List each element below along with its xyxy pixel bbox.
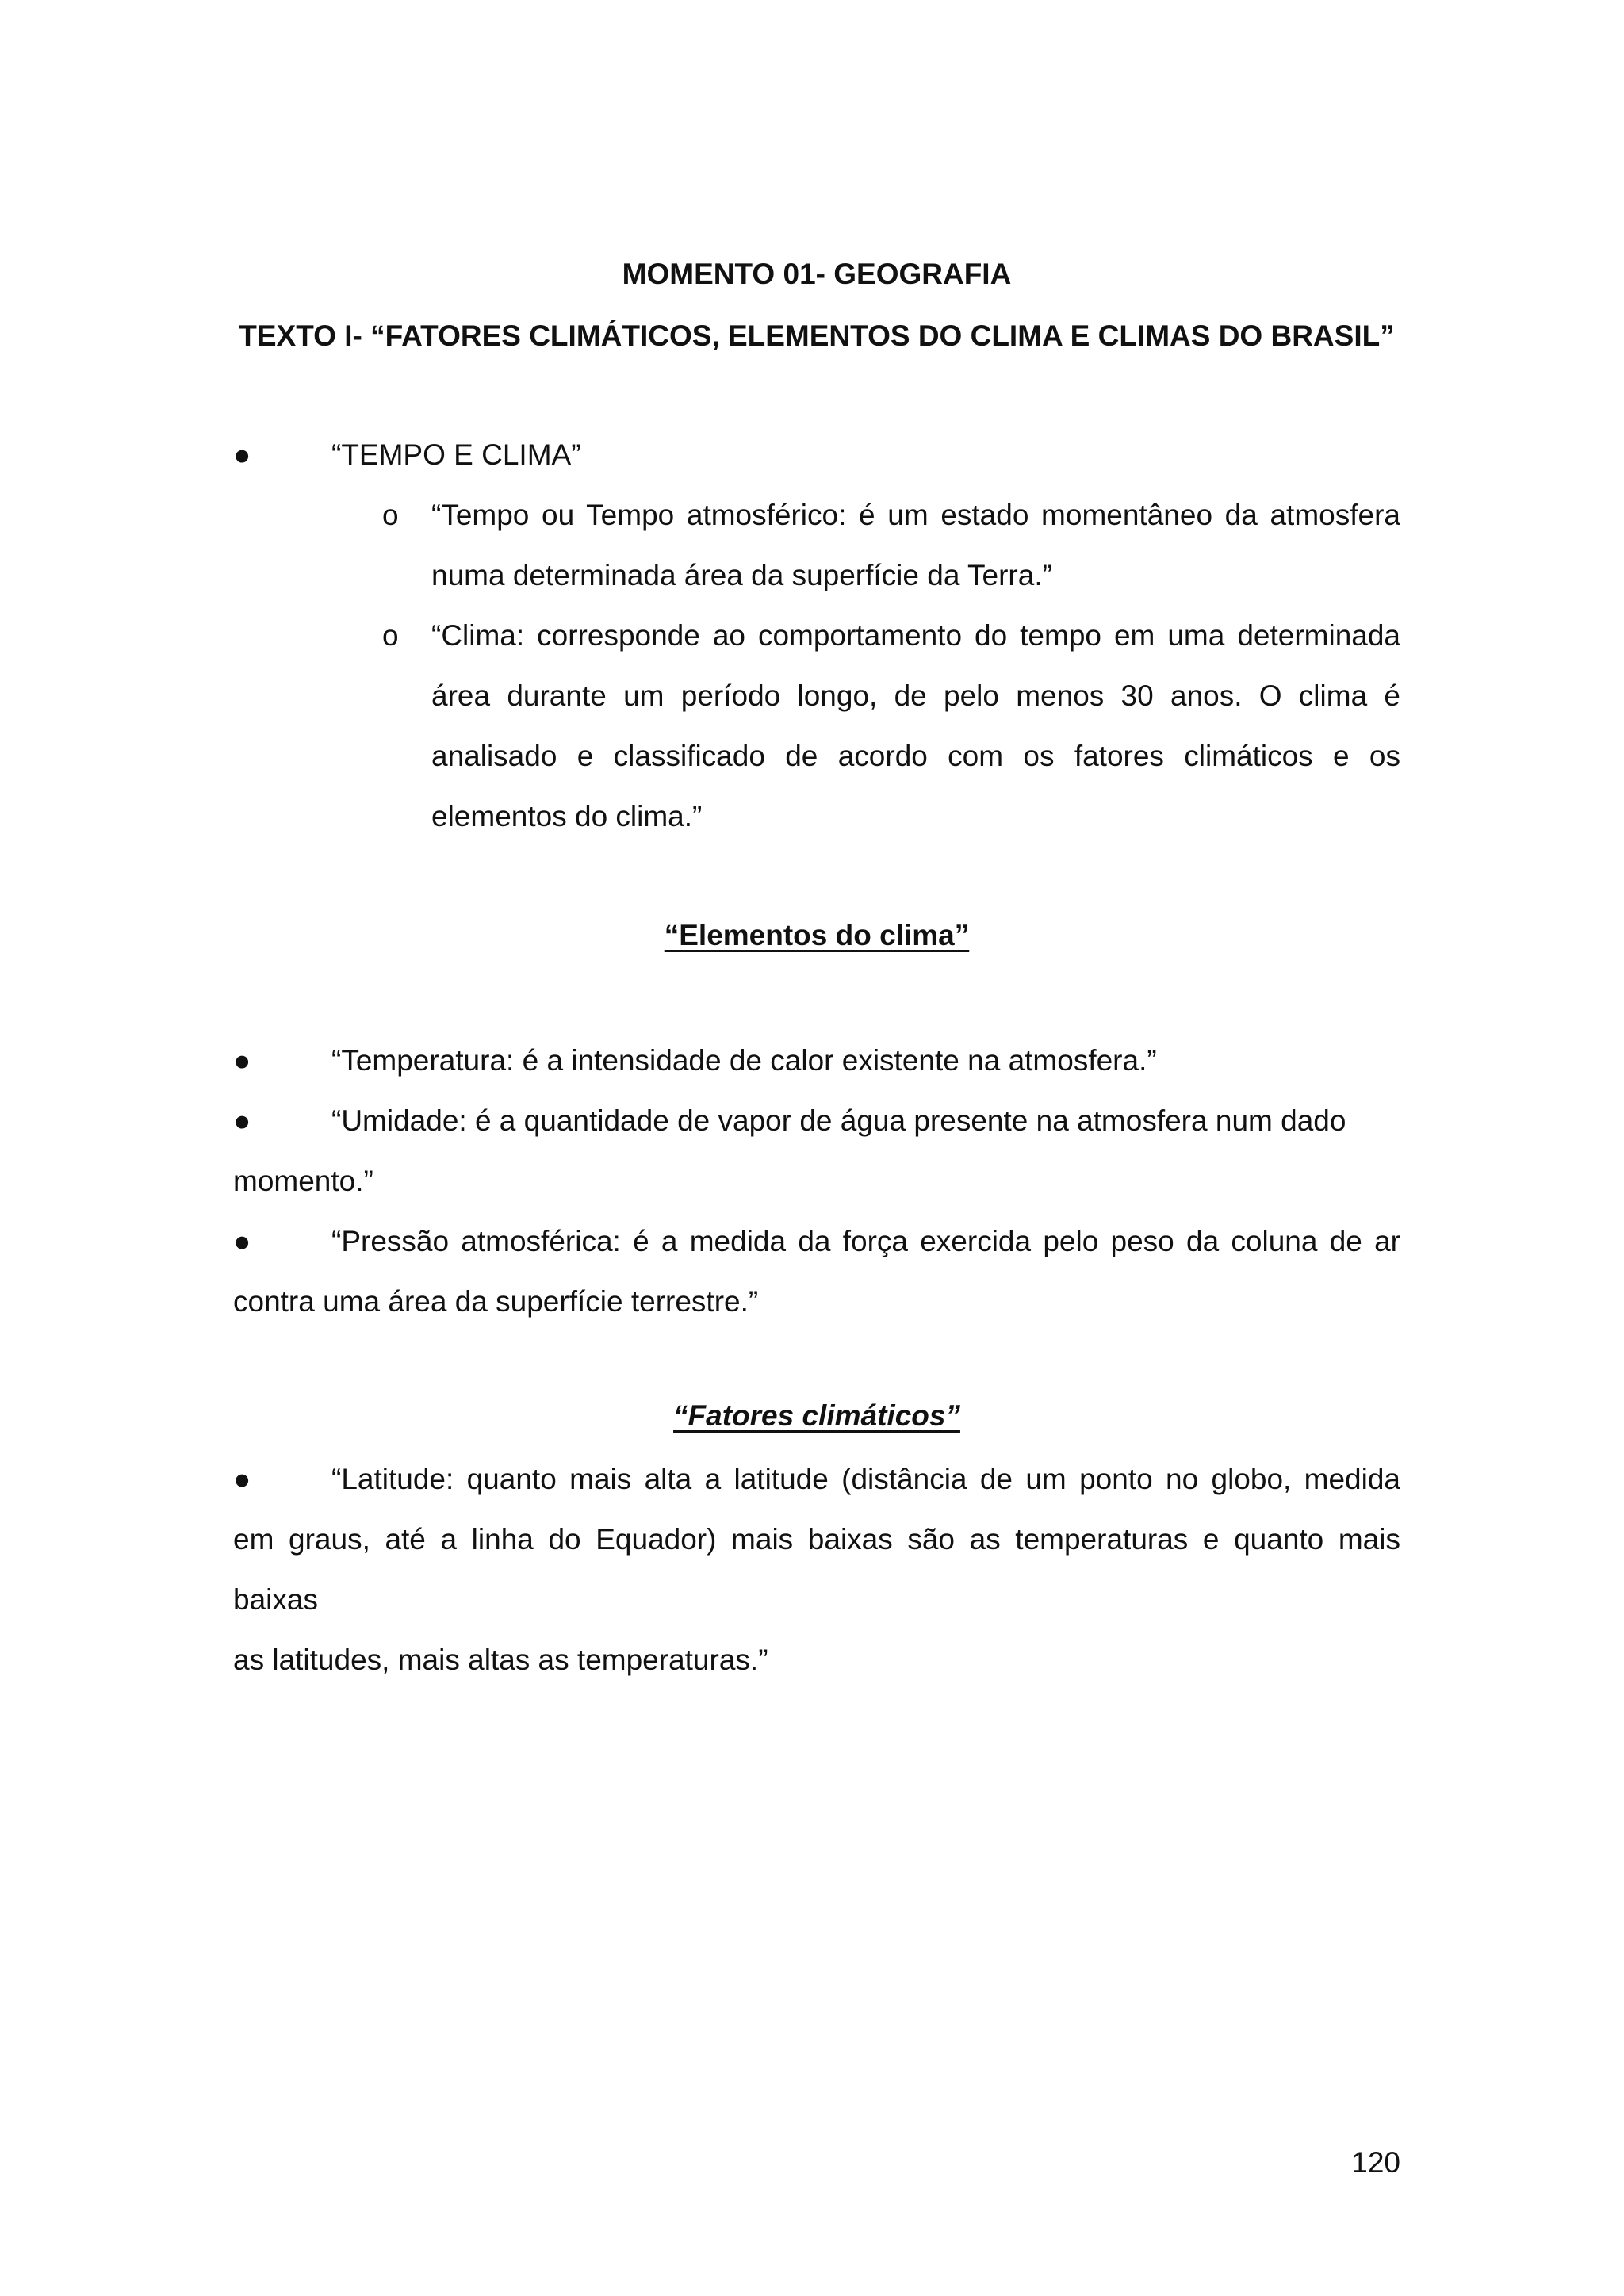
text-line: “Clima: corresponde ao comportamento do tempo em uma determinada <box>431 619 1400 652</box>
bullet-text: “Umidade: é a quantidade de vapor de água presente na atmosfera num dado <box>331 1104 1346 1137</box>
elementos-heading <box>233 913 1400 958</box>
document-title: MOMENTO 01- GEOGRAFIA <box>622 258 1012 290</box>
bullet-text-continuation: em graus, até a linha do Equador) mais baixas são as temperaturas e quanto mais baixas <box>233 1523 1400 1616</box>
text-line: área durante um período longo, de pelo menos 30 anos. O clima é <box>431 679 1400 712</box>
bullet-icon: ● <box>233 1225 251 1257</box>
fatores-heading-text: “Fatores climáticos” <box>673 1399 960 1432</box>
tempo-clima-label: “TEMPO E CLIMA” <box>331 438 581 471</box>
bullet-text: “Pressão atmosférica: é a medida da força exercida pelo peso da coluna de ar <box>331 1225 1400 1257</box>
fatores-heading <box>233 1394 1400 1438</box>
text-line: analisado e classificado de acordo com os fatores climáticos e os <box>431 740 1400 772</box>
sub-item-clima <box>233 606 1400 847</box>
bullet-text: “Temperatura: é a intensidade de calor existente na atmosfera.” <box>331 1044 1157 1077</box>
bullet-umidade <box>233 1091 1400 1211</box>
sub-item-tempo <box>233 485 1400 606</box>
bullet-icon: ● <box>233 1104 251 1137</box>
bullet-temperatura <box>233 1031 1400 1091</box>
document-subtitle: TEXTO I- “FATORES CLIMÁTICOS, ELEMENTOS DO CLIMA E CLIMAS DO BRASIL” <box>239 320 1395 352</box>
text-line: “Tempo ou Tempo atmosférico: é um estado momentâneo da atmosfera <box>431 499 1400 531</box>
page-number: 120 <box>1351 2146 1400 2179</box>
bullet-icon: ● <box>233 438 251 471</box>
bullet-text: “Latitude: quanto mais alta a latitude (distância de um ponto no globo, medida <box>331 1463 1400 1495</box>
elementos-heading-text: “Elementos do clima” <box>664 919 970 951</box>
sub-item-text <box>431 485 1400 606</box>
bullet-icon: ● <box>233 1463 251 1495</box>
bullet-text-continuation: momento.” <box>233 1165 373 1197</box>
bullet-icon: ● <box>233 1044 251 1077</box>
text-line: numa determinada área da superfície da Terra.” <box>431 559 1052 591</box>
bullet-text-continuation: contra uma área da superfície terrestre.” <box>233 1285 759 1318</box>
circle-bullet-icon: o <box>382 499 399 531</box>
bullet-latitude <box>233 1449 1400 1690</box>
circle-bullet-icon: o <box>382 619 399 652</box>
tempo-clima-bullet <box>233 425 1400 485</box>
text-line: elementos do clima.” <box>431 800 703 832</box>
sub-item-text <box>431 606 1400 847</box>
bullet-pressao <box>233 1211 1400 1332</box>
bullet-text-continuation: as latitudes, mais altas as temperaturas.” <box>233 1644 768 1676</box>
